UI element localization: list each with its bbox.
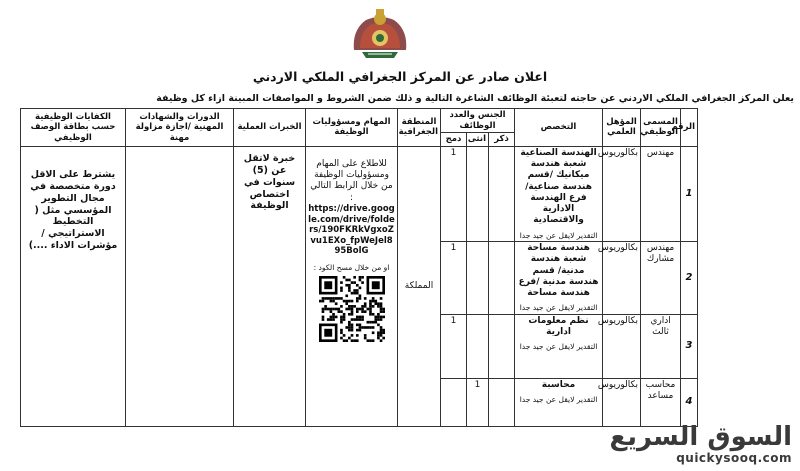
row-number: 3 [681, 314, 698, 378]
specialization-main: الهندسة الصناعية شعبة هندسة ميكانيك /قسم هندسة صناعية/ فرع الهندسة الادارية والاقتصادية [520, 147, 597, 226]
qr-code-icon[interactable] [319, 276, 385, 342]
header-female: انثى [467, 133, 489, 147]
table-row [21, 146, 698, 241]
specialization-grade: التقدير لايقل عن جيد جدا [519, 342, 598, 352]
header-male: ذكر [489, 133, 515, 147]
job-title: مهندس [641, 146, 681, 241]
watermark-latin: quickysooq.com [676, 451, 792, 465]
job-title: اداري ثالث [641, 314, 681, 378]
count-female [467, 242, 489, 315]
courses-cell [126, 146, 234, 426]
specialization-main: هندسة مساحة شعبة هندسة مدنية/ قسم هندسة مدنية /فرع هندسة مساحة [518, 243, 599, 298]
header-competencies: الكفايات الوظيفية حسب بطاقة الوصف الوظيفي [21, 109, 126, 147]
row-number: 4 [681, 378, 698, 426]
specialization-grade: التقدير لايقل عن جيد جدا [519, 303, 598, 313]
job-specialization [515, 146, 603, 241]
announcement-intro: يعلن المركز الجغرافي الملكي الاردني عن حاجته لتعبئة الوظائف الشاغرة التالية و ذلك ضمن الشروط و المواصفات المبينة ازاء كل وظيفة [156, 93, 794, 104]
count-male [489, 242, 515, 315]
specialization-main: نظم معلومات ادارية [528, 315, 589, 337]
job-specialization [515, 314, 603, 378]
table-header-row [21, 109, 698, 133]
jordan-emblem-icon [348, 6, 412, 62]
header-seq: الرقم [681, 109, 698, 147]
specialization-grade: التقدير لايقل عن جيد جدا [519, 230, 598, 240]
jobs-table [20, 108, 698, 427]
header-experience: الخبرات العملية [234, 109, 306, 147]
duties-text: للاطلاع على المهام ومسؤوليات الوظيفة من خلال الرابط التالي : [310, 158, 393, 203]
competencies-cell: يشترط على الاقل دورة متخصصة في مجال التطوير المؤسسي مثل ( التخطيط الاستراتيجي / مؤشرات الاداء ....) [21, 146, 126, 426]
job-title: محاسب مساعد [641, 378, 681, 426]
watermark-arabic: السوق السريع [609, 422, 792, 452]
header-combined: دمج [441, 133, 467, 147]
header-gender-count: الجنس والعدد الوظائف [441, 109, 515, 133]
job-specialization [515, 378, 603, 426]
count-combined [441, 378, 467, 426]
header-courses: الدورات والشهادات المهنية /اجازة مزاولة مهنة [126, 109, 234, 147]
count-male [489, 314, 515, 378]
region-cell: المملكة [398, 146, 441, 426]
job-specialization [515, 242, 603, 315]
row-number: 1 [681, 146, 698, 241]
count-combined: 1 [441, 242, 467, 315]
qr-caption: او من خلال مسح الكود : [313, 263, 390, 272]
header-specialization: التخصص [515, 109, 603, 147]
header-duties: المهام ومسؤوليات الوظيفة [306, 109, 398, 147]
specialization-grade: التقدير لايقل عن جيد جدا [519, 394, 598, 404]
count-female: 1 [467, 378, 489, 426]
duties-cell [306, 146, 398, 426]
header-title: المسمى الوظيفي [641, 109, 681, 147]
experience-cell: خبرة لاتقل عن (5) سنوات في اختصاص الوظيفة [234, 146, 306, 426]
count-female [467, 314, 489, 378]
job-qualification: بكالوريوس [603, 242, 641, 315]
count-male [489, 146, 515, 241]
job-qualification: بكالوريوس [603, 378, 641, 426]
count-combined: 1 [441, 314, 467, 378]
row-number: 2 [681, 242, 698, 315]
site-watermark [609, 423, 792, 465]
job-qualification: بكالوريوس [603, 314, 641, 378]
count-combined: 1 [441, 146, 467, 241]
count-male [489, 378, 515, 426]
job-title: مهندس مشارك [641, 242, 681, 315]
specialization-main: محاسبة [541, 379, 576, 390]
header-region: المنطقة الجغرافية [398, 109, 441, 147]
count-female [467, 146, 489, 241]
page-title: اعلان صادر عن المركز الجغرافي الملكي الاردني [252, 69, 548, 84]
job-qualification: بكالوريوس [603, 146, 641, 241]
duties-link[interactable]: https://drive.google.com/drive/folders/190FKRkVgxoZvu1EXo_fpWeJel895BolG [308, 203, 395, 257]
header-qualification: المؤهل العلمي [603, 109, 641, 147]
